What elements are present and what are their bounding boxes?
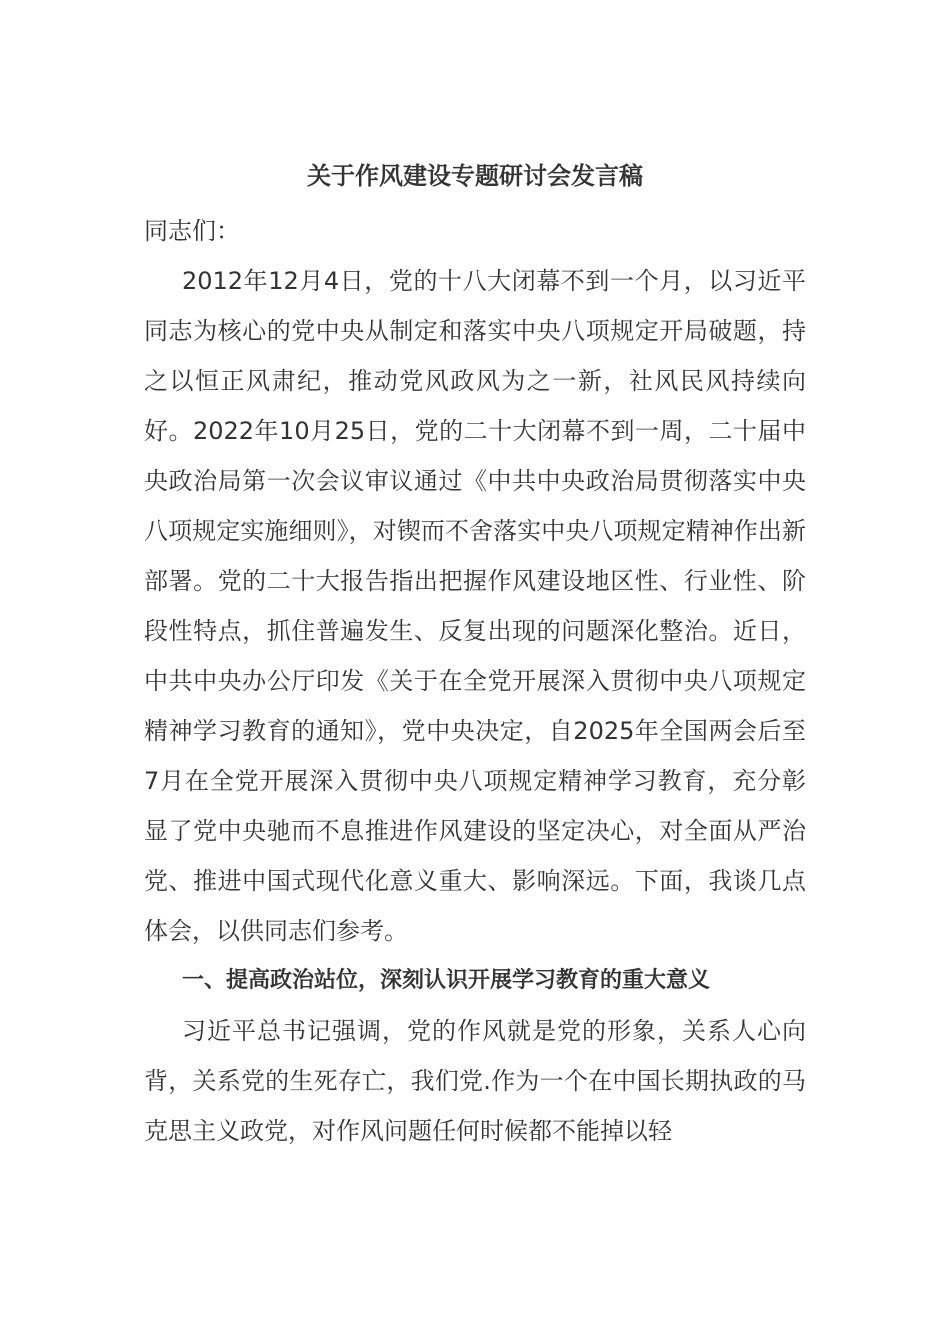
document-title: 关于作风建设专题研讨会发言稿 <box>307 162 643 190</box>
section-heading-1: 一、提高政治站位，深刻认识开展学习教育的重大意义 <box>182 968 711 993</box>
section-1-paragraph: 习近平总书记强调，党的作风就是党的形象，关系人心向背，关系党的生死存亡，我们党.作为一个在中国长期执政的马克思主义政党，对作风问题任何时候都不能掉以轻 <box>144 1017 806 1145</box>
document-body <box>144 156 806 1156</box>
salutation: 同志们： <box>144 217 240 245</box>
intro-paragraph: 2012年12月4日，党的十八大闭幕不到一个月，以习近平同志为核心的党中央从制定和落实中央八项规定开局破题，持之以恒正风肃纪，推动党风政风为之一新，社风民风持续向好。2022年10月25日，党的二十大闭幕不到一周，二十届中央政治局第一次会议审议通过《中共中央政治局贯彻落实中央八项规定实施细则》，对锲而不舍落实中央八项规定精神作出新部署。党的二十大报告指出把握作风建设地区性、行业性、阶段性特点，抓住普遍发生、反复出现的问题深化整治。近日，中共中央办公厅印发《关于在全党开展深入贯彻中央八项规定精神学习教育的通知》，党中央决定，自2025年全国两会后至7月在全党开展深入贯彻中央八项规定精神学习教育，充分彰显了党中央驰而不息推进作风建设的坚定决心，对全面从严治党、推进中国式现代化意义重大、影响深远。下面，我谈几点体会，以供同志们参考。 <box>144 267 806 945</box>
